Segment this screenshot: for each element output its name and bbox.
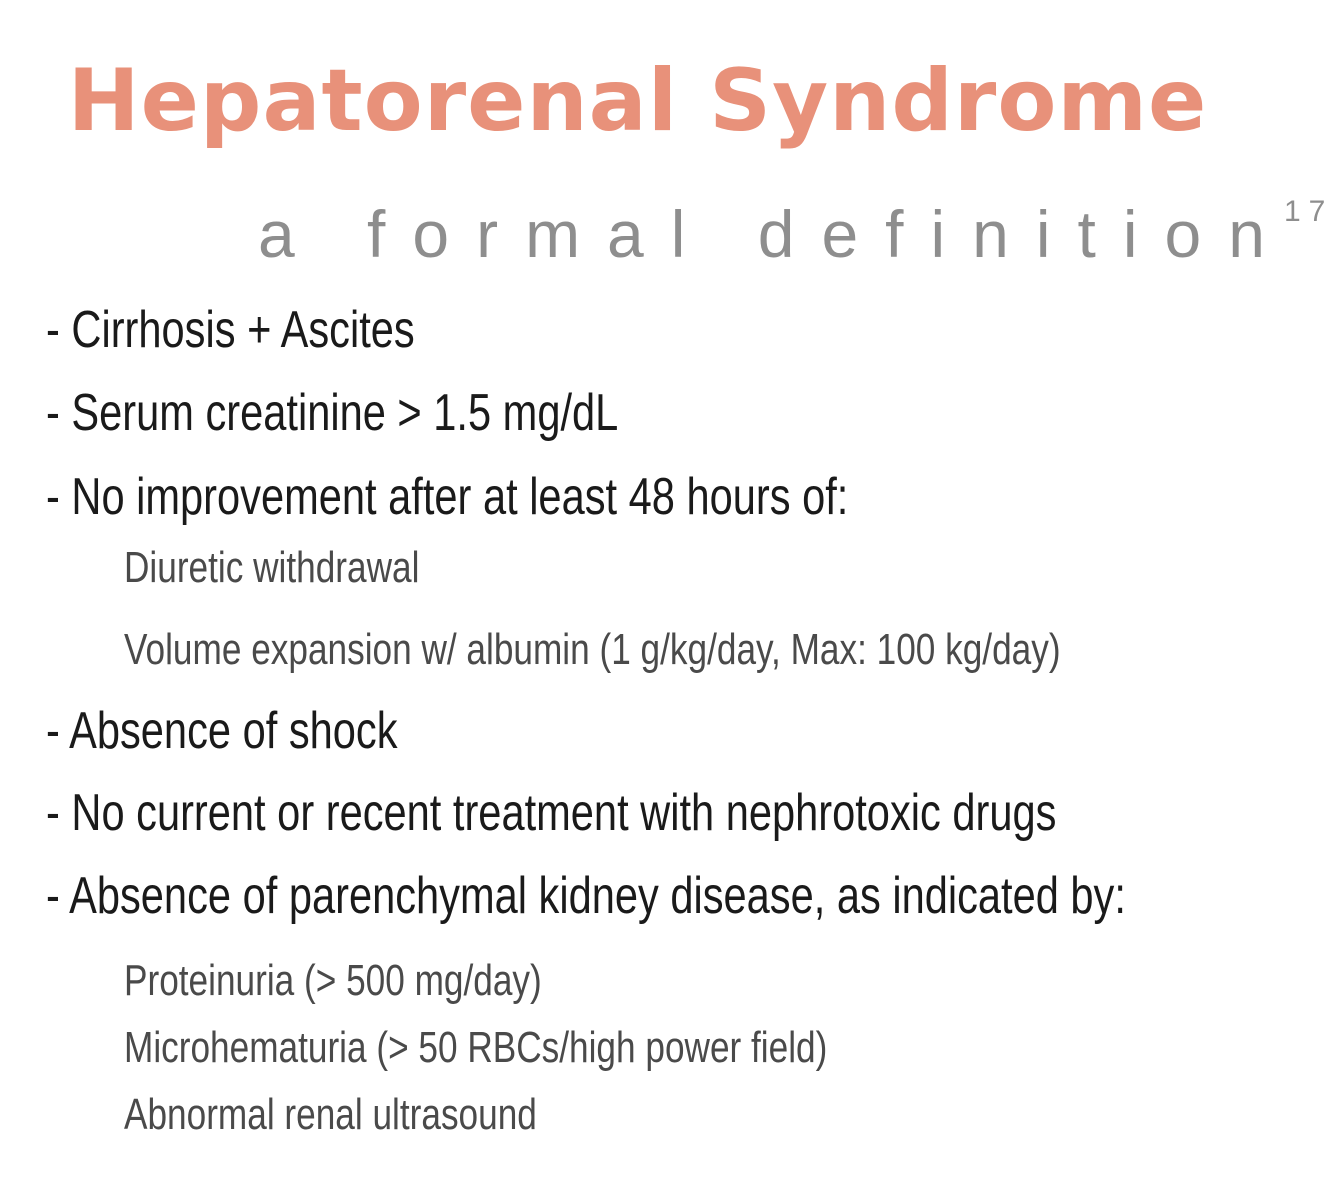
page-subtitle <box>258 172 1333 274</box>
citation-superscript: 17 <box>1283 195 1333 228</box>
criterion-parenchymal-disease: - Absence of parenchymal kidney disease, as indicated by: <box>46 867 1126 925</box>
subcriterion-diuretic-withdrawal: Diuretic withdrawal <box>124 543 420 592</box>
subcriterion-proteinuria: Proteinuria (> 500 mg/day) <box>124 956 542 1005</box>
criterion-serum-creatinine: - Serum creatinine > 1.5 mg/dL <box>46 384 619 442</box>
criterion-no-improvement: - No improvement after at least 48 hours of: <box>46 468 849 526</box>
subcriterion-abnormal-ultrasound: Abnormal renal ultrasound <box>124 1090 537 1139</box>
subtitle-text: a formal definition <box>258 197 1292 271</box>
subcriterion-volume-expansion: Volume expansion w/ albumin (1 g/kg/day, Max: 100 kg/day) <box>124 625 1061 674</box>
criterion-cirrhosis-ascites: - Cirrhosis + Ascites <box>46 301 415 359</box>
criterion-absence-of-shock: - Absence of shock <box>46 702 398 760</box>
page-title: Hepatorenal Syndrome <box>67 51 1208 151</box>
criterion-nephrotoxic-drugs: - No current or recent treatment with nephrotoxic drugs <box>46 784 1057 842</box>
subcriterion-microhematuria: Microhematuria (> 50 RBCs/high power field) <box>124 1023 828 1072</box>
